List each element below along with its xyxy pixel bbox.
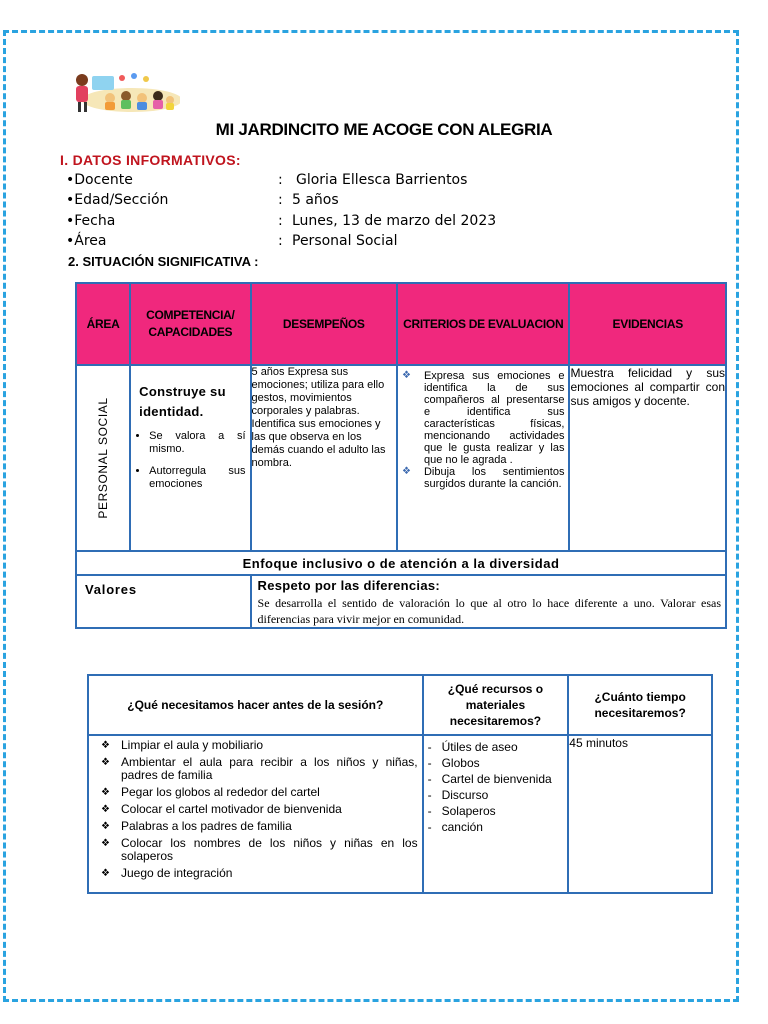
list-item: • Se valora a sí mismo. [149, 430, 245, 456]
header-area: ÁREA [76, 283, 130, 365]
valores-label: Valores [76, 575, 251, 628]
page-title: MI JARDINCITO ME ACOGE CON ALEGRIA [215, 120, 553, 139]
info-colon: : [278, 192, 283, 208]
info-value: 5 años [292, 192, 339, 208]
enfoque-cell: Enfoque inclusivo o de atención a la diversidad [76, 551, 726, 575]
criterios-cell [397, 365, 570, 551]
competencia-title: Construye su identidad. [139, 384, 226, 419]
table-row [76, 575, 726, 628]
section-datos-informativos: I. DATOS INFORMATIVOS: [60, 152, 241, 168]
info-colon: : [278, 233, 283, 249]
valores-description: Se desarrolla el sentido de valoración lo que al otro lo hace diferente a uno. Valorar esas diferencias para vivir mejor en comunidad. [257, 596, 721, 626]
info-value: Gloria Ellesca Barrientos [296, 172, 468, 188]
list-item: - Globos [428, 755, 564, 771]
info-label: •Área [66, 233, 107, 249]
info-label: •Fecha [66, 213, 116, 229]
table-header-row [76, 283, 726, 365]
list-item: ❖ Juego de integración [101, 867, 418, 880]
header-actividades: ¿Qué necesitamos hacer antes de la sesión? [88, 675, 423, 735]
header-desempenos: DESEMPEÑOS [251, 283, 397, 365]
info-label: •Edad/Sección [66, 192, 169, 208]
list-item: ❖ Ambientar el aula para recibir a los niños y niñas, padres de familia [101, 756, 418, 782]
list-item: ❖ Palabras a los padres de familia [101, 820, 418, 833]
header-recursos: ¿Qué recursos o materiales necesitaremos? [423, 675, 569, 735]
info-value: Lunes, 13 de marzo del 2023 [292, 213, 497, 229]
table-header-row [88, 675, 712, 735]
header-evidencias: EVIDENCIAS [569, 283, 726, 365]
header-tiempo: ¿Cuánto tiempo necesitaremos? [568, 675, 712, 735]
list-item: ❖ Colocar los nombres de los niños y niñas en los solaperos [101, 837, 418, 863]
actividades-list [89, 739, 422, 888]
header-criterios: CRITERIOS DE EVALUACION [397, 283, 570, 365]
info-colon: : [278, 213, 283, 229]
table-row [76, 551, 726, 575]
area-label: PERSONAL SOCIAL [96, 397, 111, 519]
competencia-cell [130, 365, 250, 551]
list-item: ❖ Pegar los globos al rededor del cartel [101, 786, 418, 799]
classroom-illustration [62, 70, 180, 114]
header-competencia: COMPETENCIA/ CAPACIDADES [130, 283, 250, 365]
area-cell [76, 365, 130, 551]
section-situacion-significativa: 2. SITUACIÓN SIGNIFICATIVA : [68, 254, 259, 269]
list-item: ❖ Dibuja los sentimientos surgidos durante la canción. [402, 466, 565, 490]
list-item: • Autorregula sus emociones [149, 465, 245, 491]
recursos-list [424, 739, 568, 835]
list-item: - Cartel de bienvenida [428, 771, 564, 787]
info-value: Personal Social [292, 233, 398, 249]
list-item: ❖ Limpiar el aula y mobiliario [101, 739, 418, 752]
list-item: - Solaperos [428, 803, 564, 819]
list-item: - canción [428, 819, 564, 835]
table-row [76, 365, 726, 551]
valores-cell [251, 575, 726, 628]
recursos-cell [423, 735, 569, 893]
list-item: ❖ Expresa sus emociones e identifica la de sus compañeros al presentarse e identifica sus características físicas, mencionando actividades que le gusta realizar y las que no le agrada . [402, 370, 565, 466]
list-item: - Útiles de aseo [428, 739, 564, 755]
evidencias-cell: Muestra felicidad y sus emociones al compartir con sus amigos y docente. [569, 365, 726, 551]
list-item: ❖ Colocar el cartel motivador de bienvenida [101, 803, 418, 816]
info-label: •Docente [66, 172, 133, 188]
valores-title: Respeto por las diferencias: [257, 578, 441, 593]
tiempo-cell: 45 minutos [568, 735, 712, 893]
info-colon: : [278, 172, 283, 188]
capacidades-list [131, 430, 249, 491]
criterios-list [398, 370, 569, 490]
list-item: - Discurso [428, 787, 564, 803]
desempenos-cell: 5 años Expresa sus emociones; utiliza para ello gestos, movimientos corporales y palabras. Identifica sus emociones y las que observa en los demás cuando el adulto las nombra. [251, 365, 397, 551]
table-row [88, 735, 712, 893]
preparation-table [87, 674, 713, 894]
planning-table [75, 282, 727, 629]
actividades-cell [88, 735, 423, 893]
